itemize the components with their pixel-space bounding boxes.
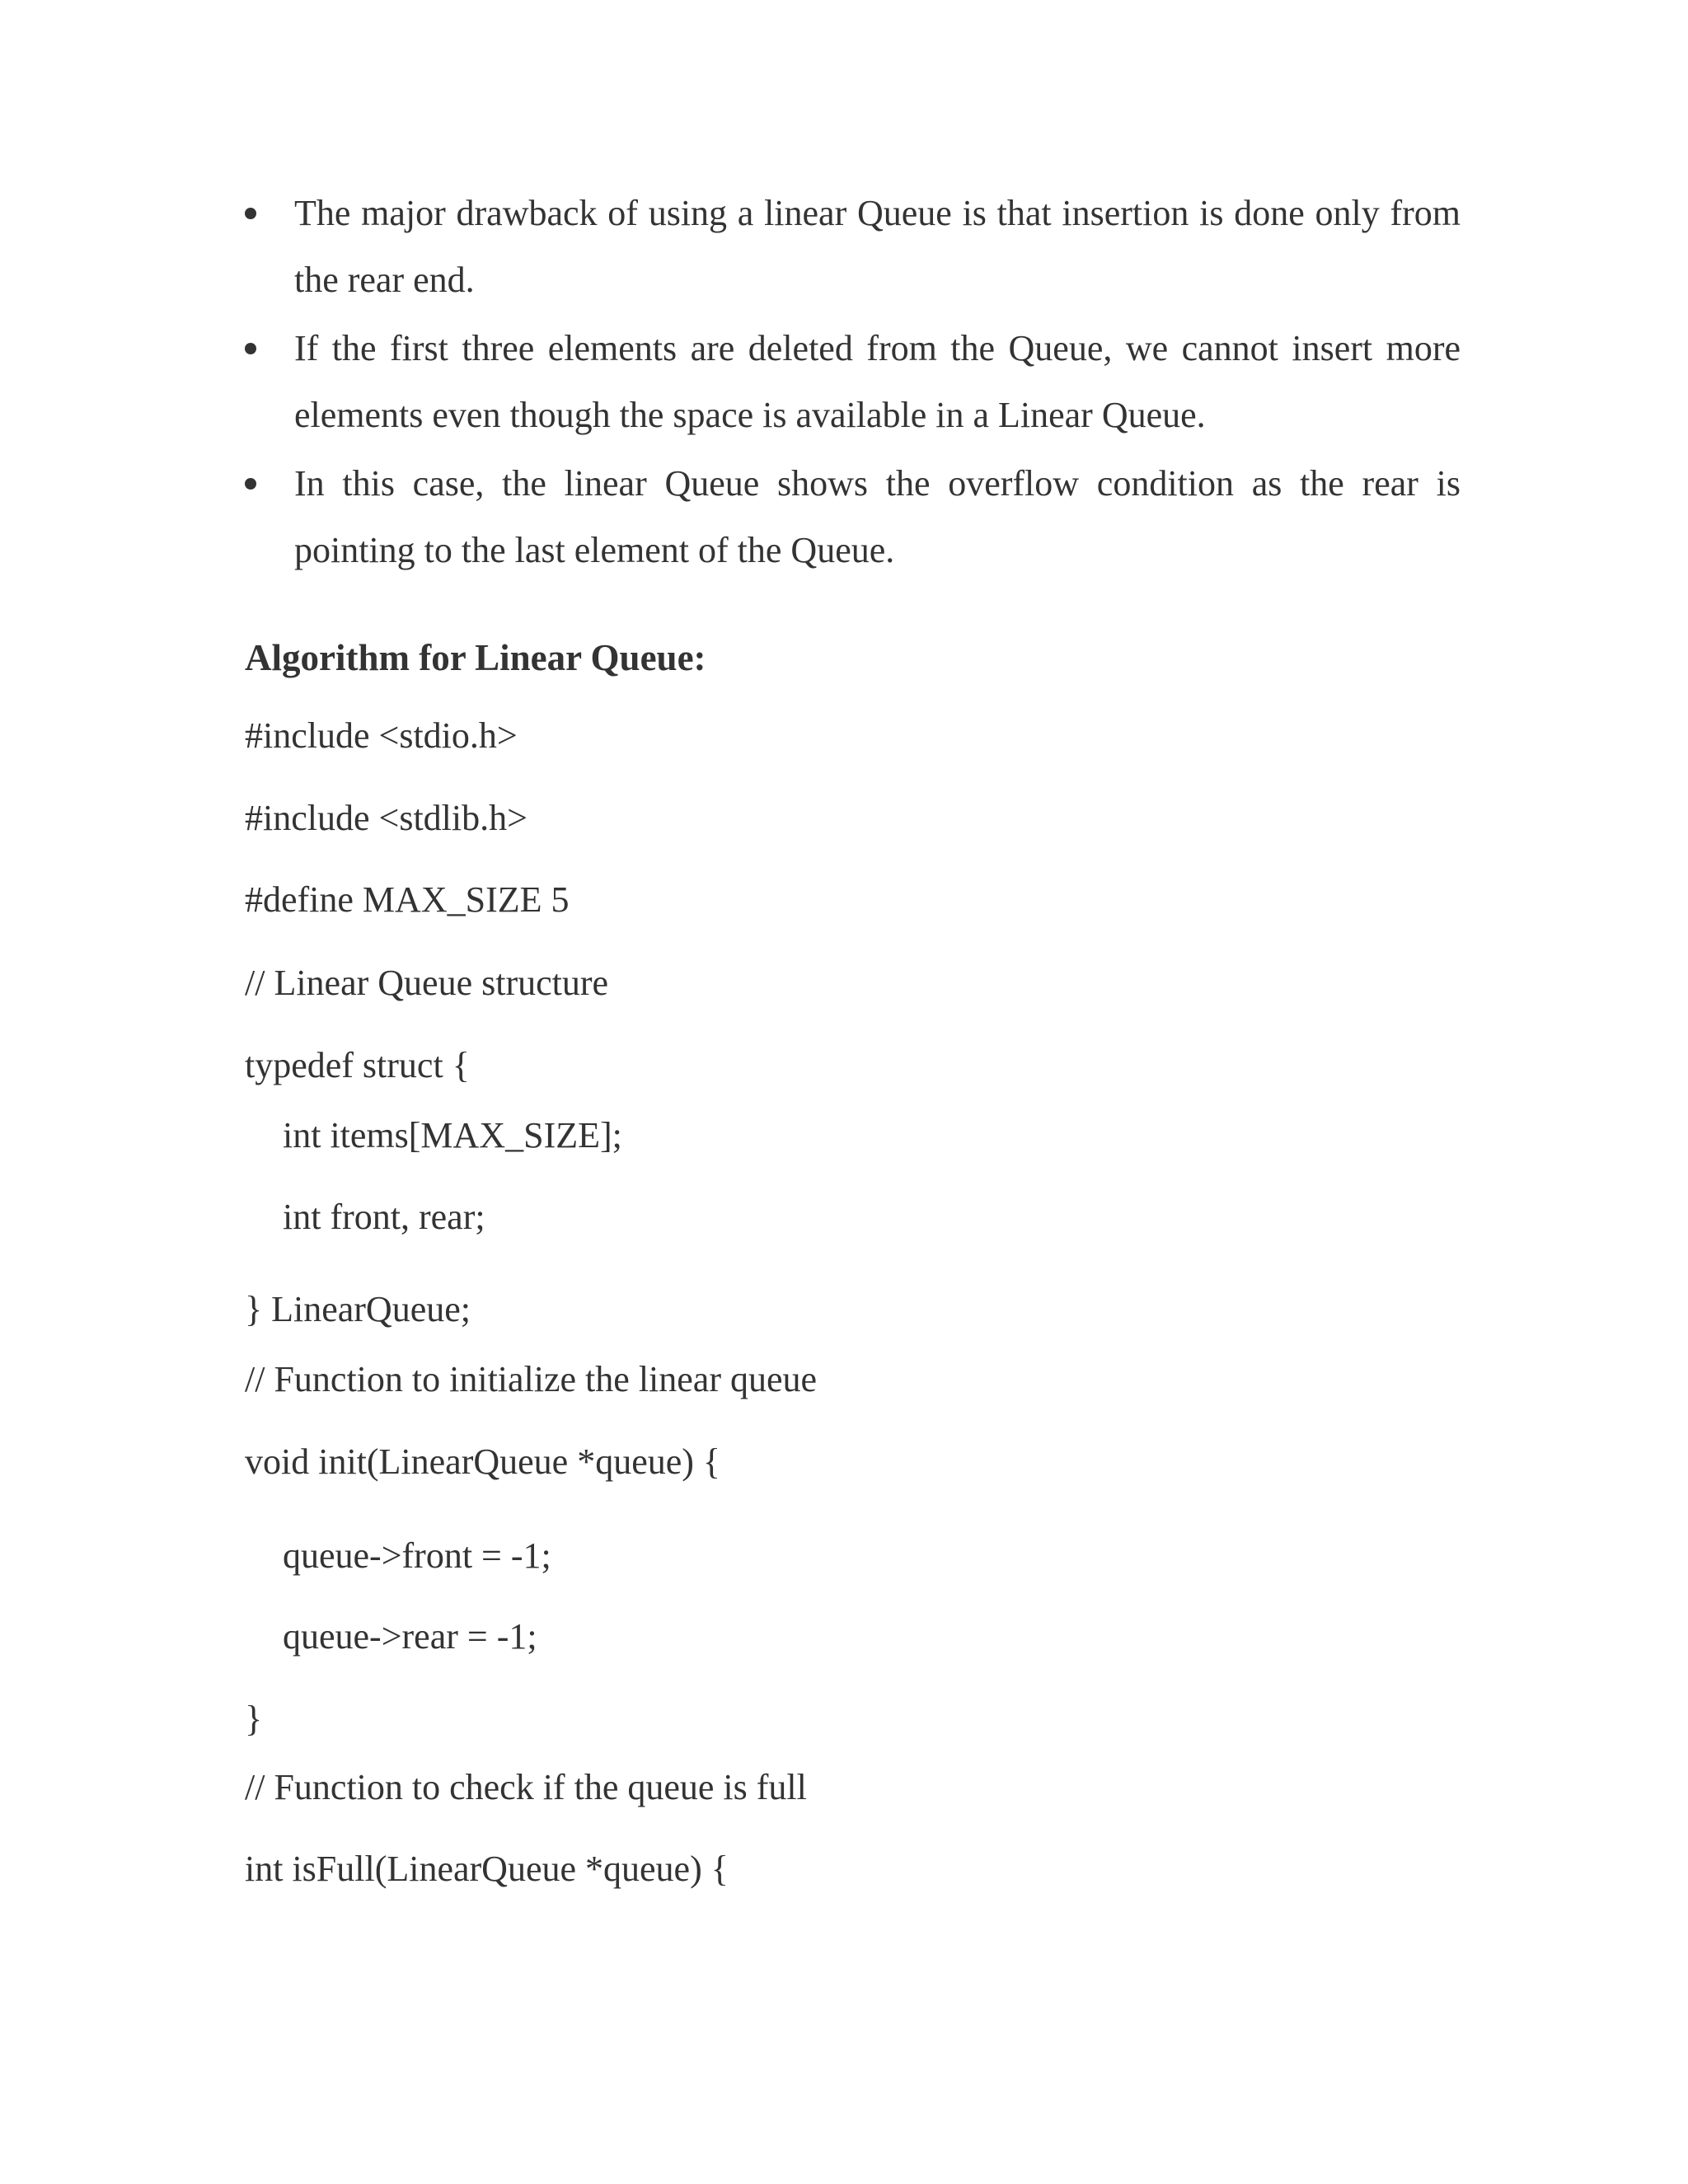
code-line: int items[MAX_SIZE]; xyxy=(283,1115,622,1155)
bullet-text: In this case, the linear Queue shows the overflow condition as the rear is pointing to the last element of the Queue. xyxy=(294,463,1461,570)
code-line: queue->rear = -1; xyxy=(283,1616,537,1657)
bullet-item xyxy=(245,315,1461,448)
bullet-icon xyxy=(245,343,256,354)
code-line: #include <stdlib.h> xyxy=(245,798,528,838)
code-line: #define MAX_SIZE 5 xyxy=(245,879,570,920)
bullet-icon xyxy=(245,208,256,219)
code-line: typedef struct { xyxy=(245,1045,470,1085)
code-comment: // Function to check if the queue is full xyxy=(245,1767,807,1807)
code-comment: // Linear Queue structure xyxy=(245,963,609,1003)
code-line: void init(LinearQueue *queue) { xyxy=(245,1441,721,1482)
bullet-text: If the first three elements are deleted from the Queue, we cannot insert more elements even though the space is available in a Linear Queue. xyxy=(294,328,1461,435)
bullet-text: The major drawback of using a linear Queue is that insertion is done only from the rear end. xyxy=(294,193,1461,300)
code-line: } xyxy=(245,1699,263,1739)
section-heading: Algorithm for Linear Queue: xyxy=(245,637,706,678)
code-comment: // Function to initialize the linear queue xyxy=(245,1359,818,1399)
code-line: queue->front = -1; xyxy=(283,1535,551,1576)
bullet-item xyxy=(245,450,1461,583)
bullet-list xyxy=(245,180,1461,585)
bullet-icon xyxy=(245,478,256,490)
bullet-item xyxy=(245,180,1461,313)
code-line: #include <stdio.h> xyxy=(245,715,518,756)
code-line: int isFull(LinearQueue *queue) { xyxy=(245,1849,729,1889)
code-line: int front, rear; xyxy=(283,1197,485,1237)
code-line: } LinearQueue; xyxy=(245,1289,471,1329)
